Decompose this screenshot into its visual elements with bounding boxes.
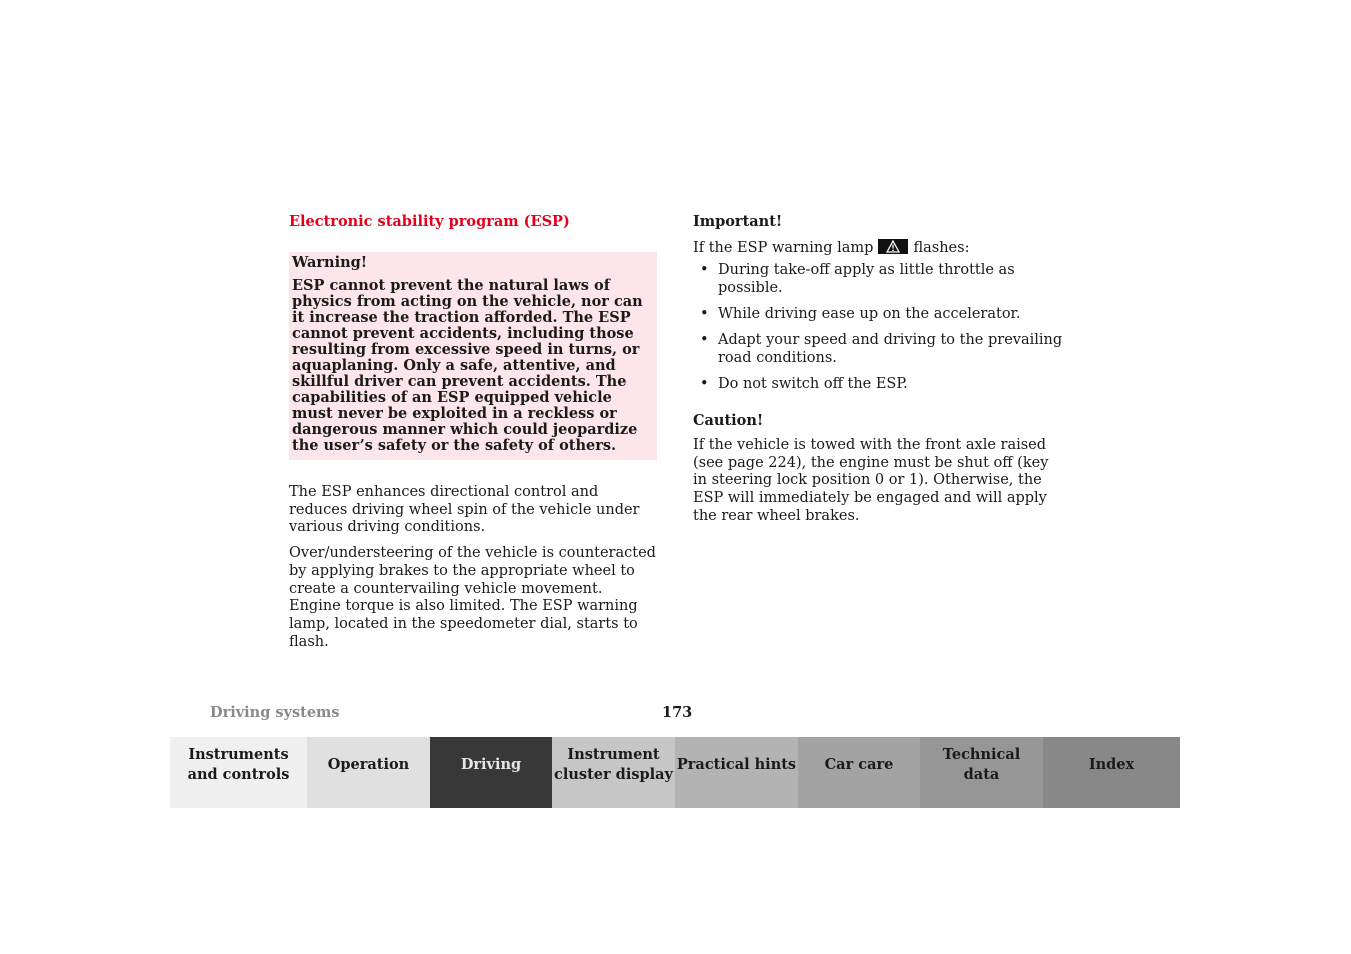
page-number: 173 — [662, 704, 693, 721]
bullet-dot-icon: • — [700, 332, 709, 349]
bullet-dot-icon: • — [700, 306, 709, 322]
body-paragraph-1: The ESP enhances directional control and reduces driving wheel spin of the vehicle under various driving conditions. — [289, 484, 640, 536]
tab-driving[interactable]: Driving — [430, 737, 552, 808]
lamp-text-before: If the ESP warning lamp — [693, 240, 874, 256]
tab-operation[interactable]: Operation — [307, 737, 430, 808]
warning-lamp-line — [693, 238, 1065, 258]
caution-text: If the vehicle is towed with the front axle raised (see page 224), the engine must be shut off (key in steering lock position 0 or 1). Otherwise, the ESP will immediately be engaged and will apply the rear wheel brakes. — [693, 437, 1049, 524]
list-item: • While driving ease up on the accelerator. — [700, 306, 1021, 322]
list-item: • During take-off apply as little throttle as possible. — [700, 262, 1015, 296]
warning-text: ESP cannot prevent the natural laws of physics from acting on the vehicle, nor can it increase the traction afforded. The ESP cannot prevent accidents, including those resulting from excessive speed in turns, or aquaplaning. Only a safe, attentive, and skillful driver can prevent accidents. The capabilities of an ESP equipped vehicle must never be exploited in a reckless or dangerous manner which could jeopardize the user’s safety or the safety of others. — [292, 277, 643, 454]
section-title: Electronic stability program (ESP) — [289, 213, 570, 230]
warning-title: Warning! — [292, 254, 368, 271]
tab-technical-data[interactable]: Technical data — [920, 737, 1043, 808]
body-paragraph-2: Over/understeering of the vehicle is counteracted by applying brakes to the appropriate wheel to create a countervailing vehicle movement. Engine torque is also limited. The ESP warning lamp, located in the speedometer dial, starts to flash. — [289, 545, 656, 650]
bullet-dot-icon: • — [700, 262, 709, 278]
tab-instruments-and-controls[interactable]: Instruments and controls — [170, 737, 307, 808]
lamp-text-after: flashes: — [913, 240, 970, 256]
list-item: • Adapt your speed and driving to the prevailing road conditions. — [700, 332, 1063, 366]
warning-triangle-icon — [878, 239, 908, 254]
bullet-list — [693, 262, 1065, 394]
bullet-dot-icon: • — [700, 376, 709, 393]
list-item: • Do not switch off the ESP. — [700, 376, 908, 393]
warning-box — [289, 252, 657, 460]
chapter-nav — [170, 737, 1180, 808]
left-column — [289, 212, 657, 659]
important-heading: Important! — [693, 213, 783, 230]
tab-index[interactable]: Index — [1043, 737, 1180, 808]
tab-practical-hints[interactable]: Practical hints — [675, 737, 798, 808]
caution-heading: Caution! — [693, 412, 764, 429]
footer-section-name: Driving systems — [210, 704, 340, 721]
right-column — [693, 212, 1065, 534]
tab-car-care[interactable]: Car care — [798, 737, 920, 808]
tab-instrument-cluster-display[interactable]: Instrument cluster display — [552, 737, 675, 808]
